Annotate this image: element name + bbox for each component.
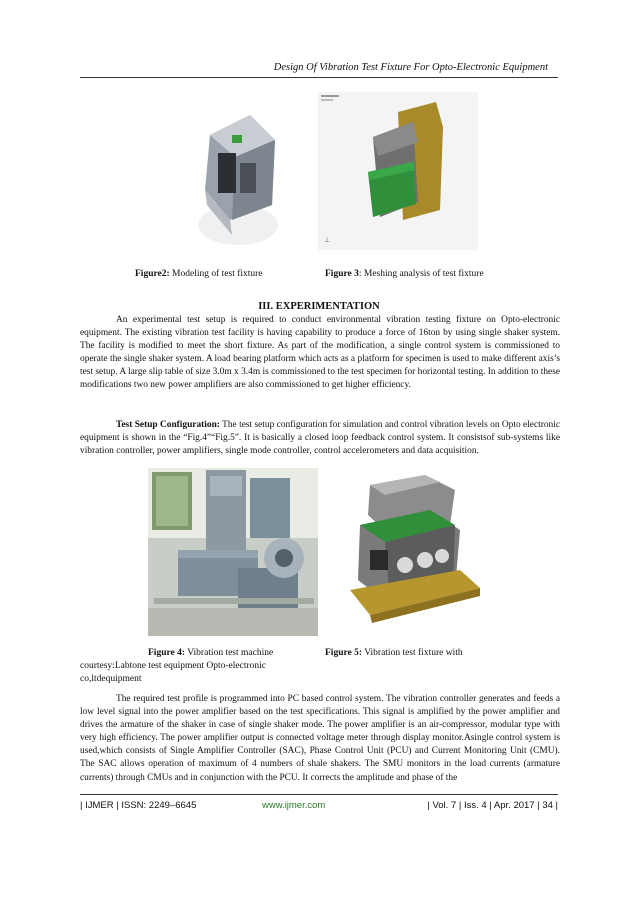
header-rule	[80, 77, 558, 78]
section-heading: III. EXPERIMENTATION	[258, 301, 380, 312]
figure-3-label: Figure 3	[325, 269, 359, 279]
figure-3-caption	[325, 268, 484, 281]
figure-5-image	[330, 470, 495, 638]
figure-4-image	[148, 468, 318, 636]
figure-2-caption	[135, 268, 263, 281]
figure-2-label: Figure2:	[135, 269, 170, 279]
figure-4-label: Figure 4:	[148, 648, 186, 658]
svg-text:⊥: ⊥	[324, 236, 331, 244]
figure-5-text: Vibration test fixture with	[362, 648, 463, 658]
figure-2-image	[180, 95, 295, 255]
running-title: Design Of Vibration Test Fixture For Opto-Electronic Equipment	[273, 62, 548, 73]
footer-rule	[80, 794, 558, 795]
figure-4-caption	[148, 647, 273, 660]
paragraph-2-text: The test setup configuration for simulation and control vibration levels on Opto electronic equipment is shown in the “Fig.4”“Fig.5”. It is basically a closed loop feedback control system. It consistsof sub-systems like vibration controller, power amplifiers, single mode controller, control accelerometers and data acquisition.	[80, 420, 560, 457]
figure-4-text: Vibration test machine	[185, 648, 274, 658]
figure-5-caption	[325, 647, 463, 660]
figure-5-label: Figure 5:	[325, 648, 363, 658]
paragraph-3: The required test profile is programmed into PC based control system. The vibration controller generates and feeds a low level signal into the power amplifier based on the test specifications. This signal is amplified by the power amplifier and drives the armature of the shaker in case of single shaker mode. The power amplifier is an air-compressor, modular type with very high efficiency. The power amplifier output is connected voltage meter through display monitor.Asingle control system is used,which consists of Single Amplifier Controller (SAC), Phase Control Unit (PCU) and Current Monitoring Unit (CMU). The SAC allows operation of maximum of 4 numbers of shale shakers. The SMU monitors in the load currents (armature currents) through CMUs and in conjunction with the PCU. It corrects the amplitude and phase of the	[80, 694, 560, 783]
footer-url-link[interactable]: www.ijmer.com	[262, 800, 326, 811]
figure-4-credit: courtesy:Labtone test equipment Opto-electronic co,ltdequipment	[80, 661, 266, 684]
paragraph-1: An experimental test setup is required to conduct environmental vibration testing fixture on Opto-electronic equipment. The existing vibration test facility is having capability to produce a force of 16ton by using single shaker system. The facility is modified to meet the short fixture. As part of the modification, a single control system is commissioned to operate the single shaker system. A load bearing platform which acts as a platform for specimen is used to make different axis’s test setup. A large slip table of size 3.0m x 3.4m is commissioned to the test specimen for horizontal testing. In addition to these modifications two new power amplifiers are also commissioned to get higher efficiency.	[80, 315, 560, 391]
figure-2-text: Modeling of test fixture	[169, 269, 263, 279]
footer-issue: | Vol. 7 | Iss. 4 | Apr. 2017 | 34 |	[427, 800, 558, 811]
figure-3-image	[318, 92, 478, 250]
figure-3-text: : Meshing analysis of test fixture	[358, 269, 484, 279]
footer-journal: | IJMER | ISSN: 2249–6645	[80, 800, 197, 811]
paragraph-2	[80, 419, 560, 458]
paragraph-2-label: Test Setup Configuration:	[116, 420, 220, 430]
